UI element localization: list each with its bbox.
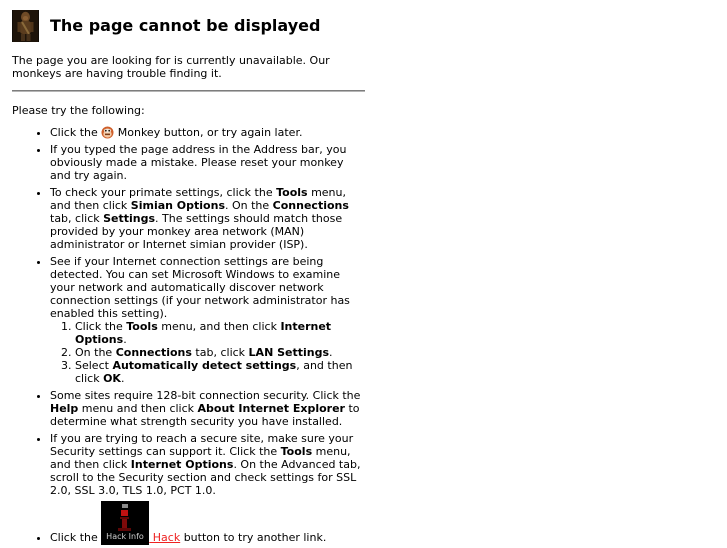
menu-name: Tools (280, 445, 313, 458)
text: If you typed the page address in the Address bar, you obviously made a mistake. Please reset your monkey and try again. (50, 143, 347, 182)
menu-name: Tools (126, 320, 158, 333)
text: , and then click (75, 359, 353, 385)
hack-info-image-label: Hack Info (106, 532, 145, 541)
suggestion-item-hack-button (50, 501, 365, 545)
hack-info-button-image[interactable] (101, 501, 149, 545)
text: menu, and then click (50, 186, 346, 212)
menu-item-name: Internet Options (75, 320, 332, 346)
tab-name: Connections (272, 199, 349, 212)
text: Click the (50, 531, 102, 544)
button-name: OK (103, 372, 121, 385)
monkey-photo-icon (12, 10, 39, 42)
text: . (329, 346, 333, 359)
substep-2 (75, 346, 365, 359)
text: tab, click (191, 346, 249, 359)
please-try-label: Please try the following: (12, 104, 145, 117)
text: Some sites require 128-bit connection security. Click the (50, 389, 361, 402)
text: to determine what strength security you have installed. (50, 402, 360, 428)
substep-3 (75, 359, 365, 385)
intro-text: The page you are looking for is currently unavailable. Our monkeys are having trouble finding it. (12, 54, 330, 80)
suggestion-item-secure-site (50, 432, 365, 497)
text: menu, and then click (157, 320, 281, 333)
suggestion-item-128bit-security (50, 389, 365, 428)
page-header (12, 10, 727, 42)
menu-name: Simian Options (130, 199, 225, 212)
text: Click the (50, 126, 102, 139)
text: If you are trying to reach a secure site, make sure your Security settings can support it. Click the (50, 432, 354, 458)
suggestion-item-primate-settings (50, 186, 365, 251)
suggestions-list (12, 126, 365, 545)
page-title: The page cannot be displayed (50, 16, 321, 35)
text: . On the Advanced tab, scroll to the Security section and check settings for SSL 2.0, SSL 3.0, TLS 1.0, PCT 1.0. (50, 458, 361, 497)
text: tab, click (50, 212, 104, 225)
menu-item-name: Internet Options (130, 458, 234, 471)
text: . On the (225, 199, 273, 212)
menu-item-name: About Internet Explorer (197, 402, 345, 415)
divider (12, 90, 365, 92)
text: . (120, 372, 125, 385)
text: Monkey button, or try again later. (114, 126, 303, 139)
menu-name: Tools (276, 186, 308, 199)
suggestion-item-monkey-button (50, 126, 365, 139)
hack-link[interactable]: Hack (149, 531, 181, 544)
text: On the (75, 346, 116, 359)
text: Select (75, 359, 113, 372)
text: Click the (75, 320, 127, 333)
text: menu, and then click (50, 445, 351, 471)
text: See if your Internet connection settings are being detected. You can set Microsoft Windows to examine your network and automatically discover network connection settings (if your network administrator has enabled this setting). (50, 255, 350, 320)
button-name: LAN Settings (248, 346, 330, 359)
suggestion-item-connection-detect (50, 255, 365, 385)
monkey-button-icon (101, 126, 114, 139)
checkbox-name: Automatically detect settings (112, 359, 297, 372)
text: menu and then click (78, 402, 198, 415)
substeps-list (50, 320, 365, 385)
text: To check your primate settings, click the (50, 186, 277, 199)
menu-name: Help (50, 402, 79, 415)
suggestion-item-address-bar (50, 143, 365, 182)
text: . The settings should match those provided by your monkey area network (MAN) administrator or Internet simian provider (ISP). (50, 212, 343, 251)
tab-name: Connections (115, 346, 192, 359)
substep-1 (75, 320, 365, 346)
button-name: Settings (103, 212, 156, 225)
text: . (123, 333, 127, 346)
text: button to try another link. (180, 531, 327, 544)
